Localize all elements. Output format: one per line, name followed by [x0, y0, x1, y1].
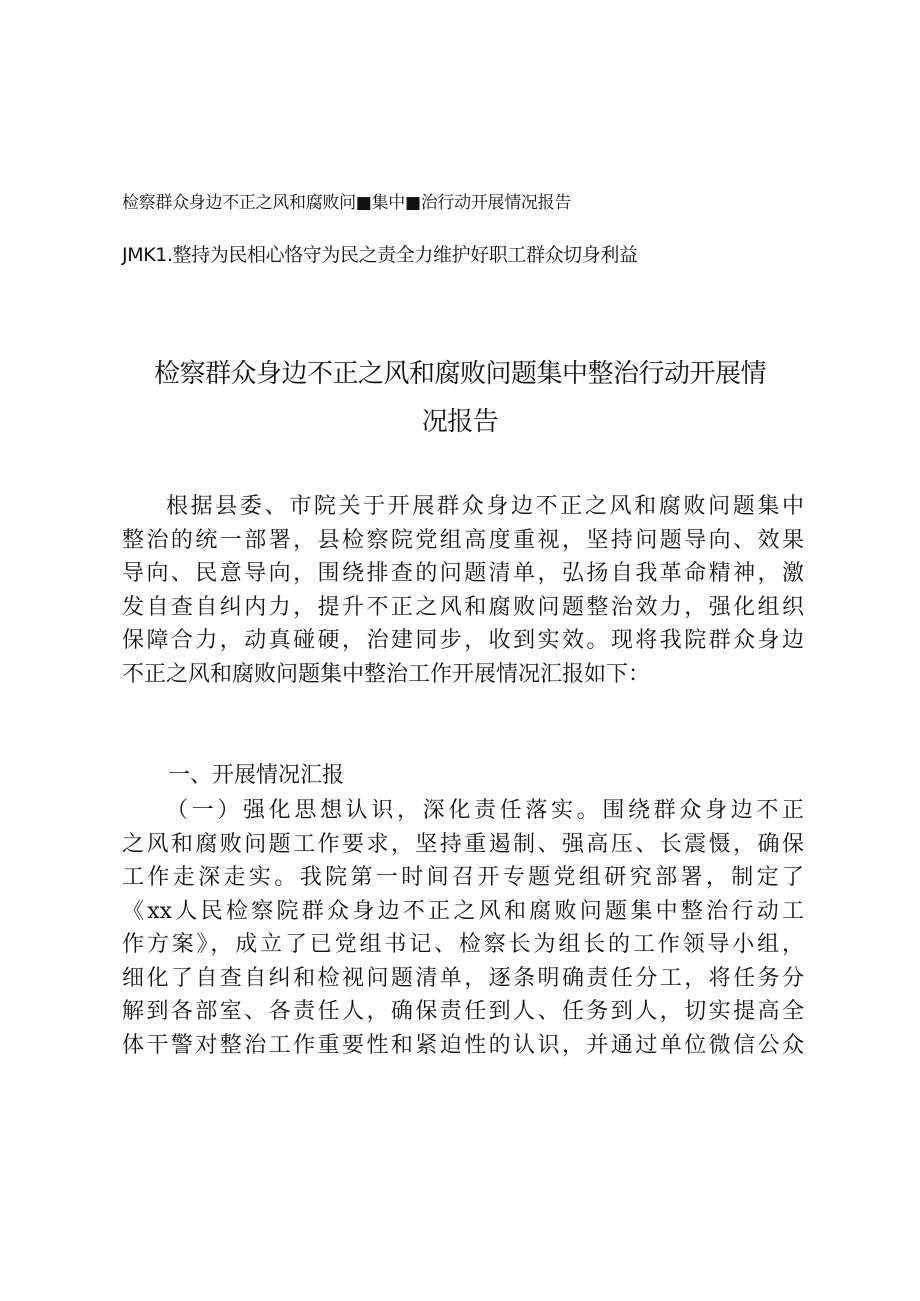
section-1-line: 作方案》，成立了已党组书记、检察长为组长的工作领导小组，: [122, 932, 804, 957]
document-title-line-1: 检察群众身边不正之风和腐败问题集中整治行动开展情: [153, 359, 766, 389]
document-title-line-2: 况报告: [421, 407, 499, 437]
intro-line: 整治的统一部署，县检察院党组高度重视，坚持问题导向、效果: [122, 527, 804, 553]
intro-line: 保障合力，动真碰硬，治建同步，收到实效。现将我院群众身边: [122, 628, 804, 653]
section-1-line: 之风和腐败问题工作要求，坚持重遏制、强高压、长震慑，确保: [122, 831, 804, 857]
intro-line: 导向、民意导向，围绕排查的问题清单，弘扬自我革命精神，激: [122, 561, 804, 586]
header-line-1: 检察群众身边不正之风和腐败问■集中■治行动开展情况报告: [122, 193, 572, 213]
section-1-line: 工作走深走实。我院第一时间召开专题党组研究部署，制定了: [122, 865, 804, 890]
intro-line: 发自查自纠内力，提升不正之风和腐败问题整治效力，强化组织: [122, 594, 804, 620]
intro-paragraph: [122, 490, 804, 691]
section-1-line: 体干警对整治工作重要性和紧迫性的认识，并通过单位微信公众: [122, 1032, 804, 1058]
section-1-paragraph: [122, 794, 804, 1062]
section-1-line: 《xx人民检察院群众身边不正之风和腐败问题集中整治行动工: [122, 898, 804, 924]
section-heading: 一、开展情况汇报: [168, 763, 345, 788]
header-line-2: JMK1.整持为民相心恪守为民之责全力维护好职工群众切身利益: [122, 244, 638, 266]
intro-line: 不正之风和腐败问题集中整治工作开展情况汇报如下：: [122, 661, 651, 687]
section-1-line: 解到各部室、各责任人，确保责任到人、任务到人，切实提高全: [122, 999, 804, 1024]
intro-line: 根据县委、市院关于开展群众身边不正之风和腐败问题集中: [166, 494, 804, 519]
section-1-line: 细化了自查自纠和检视问题清单，逐条明确责任分工，将任务分: [122, 965, 804, 991]
document-title: [120, 350, 800, 446]
section-1-line: （一）强化思想认识，深化责任落实。围绕群众身边不正: [166, 798, 804, 823]
